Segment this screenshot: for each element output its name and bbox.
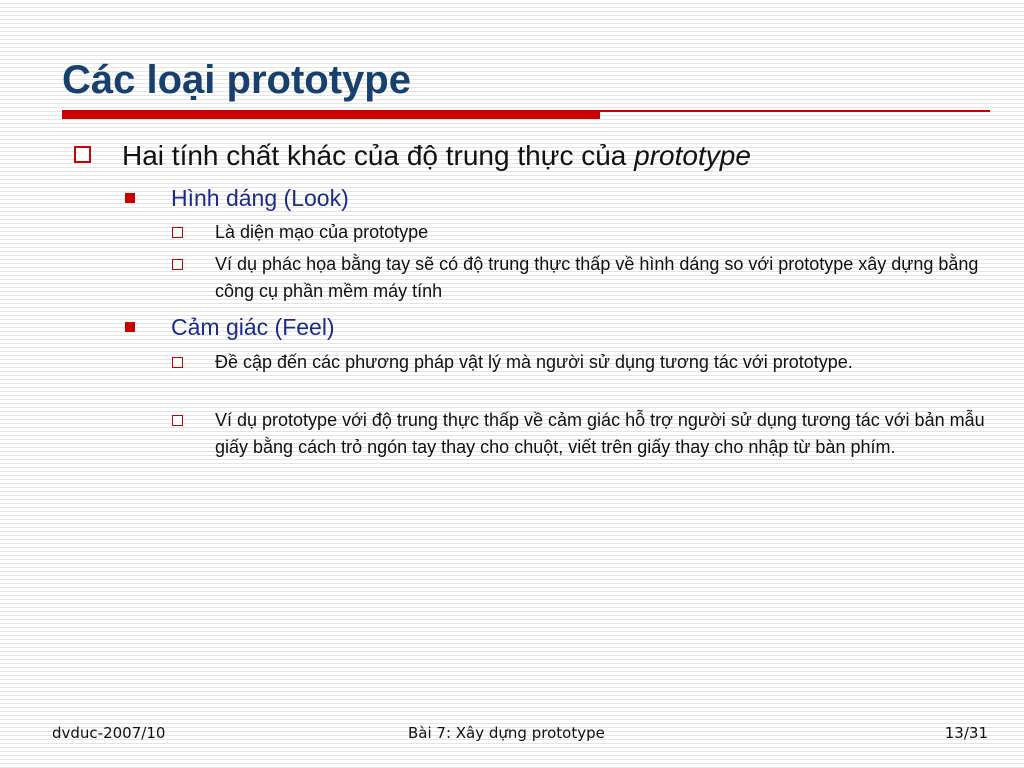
small-hollow-square-bullet-icon: [172, 415, 183, 426]
footer-page-number: 13/31: [944, 724, 988, 742]
main-point-text: [122, 138, 751, 174]
slide-title: Các loại prototype: [62, 58, 411, 102]
section-heading-label: Hình dáng (Look): [171, 185, 349, 211]
small-hollow-square-bullet-icon: [172, 259, 183, 270]
small-hollow-square-bullet-icon: [172, 357, 183, 368]
list-item-text: Ví dụ phác họa bằng tay sẽ có độ trung thực thấp về hình dáng so với prototype xây dựng bằng công cụ phần mềm máy tính: [215, 254, 979, 301]
list-item-text: Là diện mạo của prototype: [215, 222, 429, 242]
main-point-plain: Hai tính chất khác của độ trung thực của: [122, 140, 635, 171]
section-heading-label: Cảm giác (Feel): [171, 314, 335, 340]
small-hollow-square-bullet-icon: [172, 227, 183, 238]
main-point-emphasis: prototype: [634, 140, 751, 171]
filled-square-bullet-icon: [125, 322, 135, 332]
list-item-text: Ví dụ prototype với độ trung thực thấp về cảm giác hỗ trợ người sử dụng tương tác với bản mẫu giấy bằng cách trỏ ngón tay thay cho chuột, viết trên giấy thay cho nhập từ bàn phím.: [215, 410, 985, 457]
hollow-square-bullet-icon: [74, 146, 91, 163]
footer-lesson-title: Bài 7: Xây dựng prototype: [408, 724, 605, 742]
filled-square-bullet-icon: [125, 193, 135, 203]
footer-author-date: dvduc-2007/10: [52, 724, 166, 742]
list-item-text: Đề cập đến các phương pháp vật lý mà người sử dụng tương tác với prototype.: [215, 352, 853, 372]
